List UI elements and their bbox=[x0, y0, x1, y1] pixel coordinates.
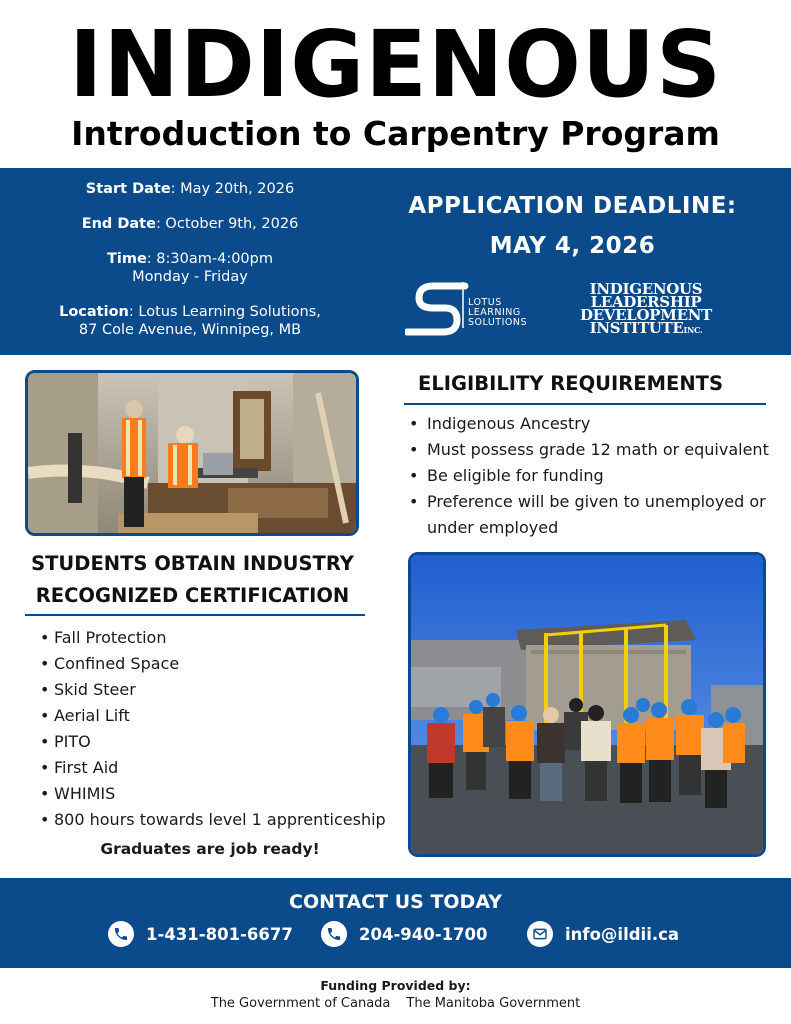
time bbox=[20, 250, 360, 286]
location-value: : Lotus Learning Solutions, bbox=[128, 304, 321, 320]
group-photo bbox=[408, 552, 766, 857]
header bbox=[0, 0, 791, 168]
start-date-value: : May 20th, 2026 bbox=[170, 181, 295, 197]
list-item: • First Aid bbox=[40, 755, 390, 781]
certification-heading-line: STUDENTS OBTAIN INDUSTRY bbox=[31, 552, 354, 575]
ildi-logo-line: INDIGENOUS bbox=[589, 280, 703, 298]
phone-number-2: 204-940-1700 bbox=[359, 924, 488, 944]
funding-heading: Funding Provided by: bbox=[320, 978, 471, 993]
email-icon bbox=[527, 921, 553, 947]
lotus-logo-line: LEARNING bbox=[468, 307, 521, 318]
funding-sources bbox=[0, 995, 791, 1013]
phone-link-1[interactable] bbox=[108, 920, 293, 948]
eligibility-list bbox=[407, 411, 777, 541]
list-item: • Confined Space bbox=[40, 651, 390, 677]
certification-heading bbox=[20, 548, 365, 612]
contact-heading: CONTACT US TODAY bbox=[289, 891, 502, 913]
contact-band bbox=[0, 878, 791, 968]
ildi-logo-inc: INC. bbox=[683, 325, 703, 335]
application-deadline bbox=[395, 186, 750, 266]
program-details bbox=[20, 180, 360, 356]
start-date-label: Start Date bbox=[85, 181, 171, 197]
ildi-logo bbox=[576, 280, 716, 337]
list-item: • 800 hours towards level 1 apprenticeship bbox=[40, 807, 390, 833]
location-address: 87 Cole Avenue, Winnipeg, MB bbox=[78, 322, 302, 338]
graduates-ready-text: Graduates are job ready! bbox=[100, 840, 320, 858]
lotus-logo-text bbox=[468, 298, 527, 328]
time-value: : 8:30am-4:00pm bbox=[146, 251, 273, 267]
end-date-value: : October 9th, 2026 bbox=[155, 216, 299, 232]
certification-divider bbox=[25, 614, 365, 616]
certification-heading-line: RECOGNIZED CERTIFICATION bbox=[35, 584, 350, 607]
location-label: Location bbox=[59, 304, 129, 320]
workshop-photo bbox=[25, 370, 359, 536]
group-people bbox=[427, 693, 745, 808]
ildi-logo-line: DEVELOPMENT bbox=[579, 306, 712, 324]
list-item: • WHIMIS bbox=[40, 781, 390, 807]
ildi-logo-line: INSTITUTE bbox=[589, 319, 684, 337]
time-days: Monday - Friday bbox=[132, 269, 248, 285]
lotus-logo-line: LOTUS bbox=[468, 297, 502, 308]
eligibility-divider bbox=[404, 403, 766, 405]
program-details-band bbox=[0, 168, 791, 355]
start-date bbox=[20, 180, 360, 198]
deadline-date: MAY 4, 2026 bbox=[489, 233, 656, 259]
eligibility-heading: ELIGIBILITY REQUIREMENTS bbox=[418, 372, 724, 395]
lotus-logo-line: SOLUTIONS bbox=[468, 317, 527, 328]
end-date bbox=[20, 215, 360, 233]
list-item: • Indigenous Ancestry bbox=[407, 411, 777, 437]
certification-list bbox=[40, 625, 390, 833]
list-item: • Aerial Lift bbox=[40, 703, 390, 729]
phone-number-1: 1-431-801-6677 bbox=[146, 924, 293, 944]
list-item: • Fall Protection bbox=[40, 625, 390, 651]
page-title: INDIGENOUS bbox=[68, 11, 723, 118]
location bbox=[20, 303, 360, 339]
time-label: Time bbox=[106, 251, 147, 267]
funding-source: The Government of Canada bbox=[210, 996, 391, 1011]
phone-icon bbox=[108, 921, 134, 947]
list-item: • Skid Steer bbox=[40, 677, 390, 703]
deadline-heading: APPLICATION DEADLINE: bbox=[408, 193, 737, 219]
list-item: • PITO bbox=[40, 729, 390, 755]
phone-icon bbox=[321, 921, 347, 947]
ildi-logo-line: LEADERSHIP bbox=[590, 293, 702, 311]
list-item: • Be eligible for funding bbox=[407, 463, 777, 489]
phone-link-2[interactable] bbox=[321, 920, 488, 948]
page-subtitle: Introduction to Carpentry Program bbox=[71, 114, 720, 153]
email-link[interactable] bbox=[527, 920, 679, 948]
list-item: • Preference will be given to unemployed or under employed bbox=[407, 489, 777, 541]
end-date-label: End Date bbox=[81, 216, 156, 232]
funding-source: The Manitoba Government bbox=[406, 996, 581, 1011]
list-item: • Must possess grade 12 math or equivalent bbox=[407, 437, 777, 463]
email-address: info@ildii.ca bbox=[565, 924, 680, 944]
